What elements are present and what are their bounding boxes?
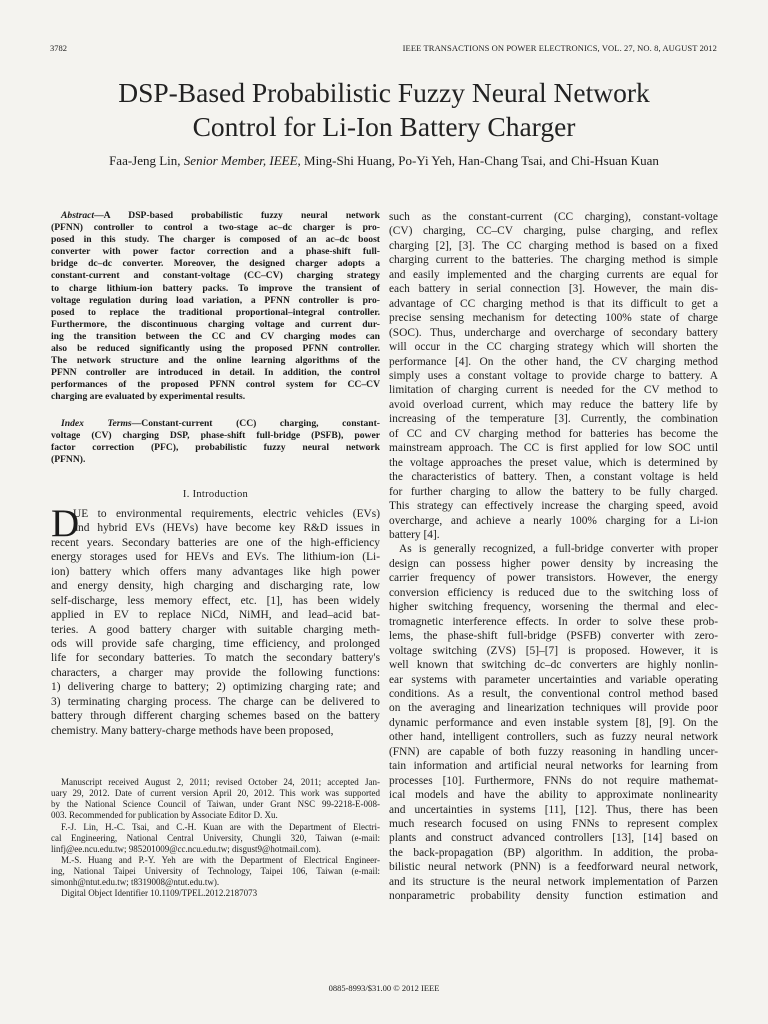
abstract-line: posed to replace the traditional proportional–integral controller. bbox=[51, 306, 380, 318]
text-line: ical models and have the ability to approximate nonlinearity bbox=[389, 789, 718, 802]
text-line: applied in EV to replace NiCd, NiMH, and lead–acid bat- bbox=[51, 609, 380, 622]
footnote-line: M.-S. Huang and P.-Y. Yeh are with the Department of Electrical Engineer- bbox=[61, 854, 380, 865]
text-line: the back-propagation (BP) algorithm. In addition, the proba- bbox=[389, 846, 718, 859]
text-line: life for secondary batteries. To match the secondary battery's bbox=[51, 652, 380, 665]
text-line: for further charging to allow the battery to be fully charged. bbox=[389, 485, 718, 498]
text-line: avoid overload current, which may reduce the battery life by bbox=[389, 398, 718, 411]
text-line: recent years. Secondary batteries are one of the high-efficiency bbox=[51, 536, 380, 549]
text-line: tain information and artificial neural networks for learning from bbox=[389, 760, 718, 773]
text-line: 1) delivering charge to battery; 2) optimizing charging rate; and bbox=[51, 681, 380, 694]
text-line: nonparametric probability density function estimation and bbox=[389, 890, 718, 903]
right-paragraph-1 bbox=[389, 210, 718, 542]
text-line: chemistry. Many battery-charge methods have been proposed, bbox=[51, 724, 334, 737]
text-line: performance [4]. On the other hand, the CV charging method bbox=[389, 355, 718, 368]
text-line: energy storages used for HEVs and EVs. The lithium-ion (Li- bbox=[51, 551, 380, 564]
footnote-line: by the National Science Council of Taiwan, under Grant NSC 99-2218-E-008- bbox=[51, 799, 380, 810]
footnote-line: cal Engineering, National Central University, Chungli 320, Taiwan (e-mail: bbox=[51, 832, 380, 843]
text-line: (FNN) are capable of both fuzzy reasoning in handling uncer- bbox=[389, 745, 718, 758]
text-line: each battery in serial connection [3]. However, the main dis- bbox=[389, 283, 718, 296]
text-line: well known that switching dc–dc converters are highly nonlin- bbox=[389, 659, 718, 672]
text-line: such as the constant-current (CC charging), constant-voltage bbox=[389, 211, 718, 223]
abstract-body bbox=[51, 222, 380, 403]
text-line: tromagnetic interference effects. In order to solve these prob- bbox=[389, 615, 718, 628]
text-line: increasing of the temperature [3]. Currently, the combination bbox=[389, 413, 718, 426]
footnotes bbox=[51, 777, 380, 899]
text-line: design can possess higher power density by increasing the bbox=[389, 557, 718, 570]
text-line: processes [10]. Furthermore, FNNs do not require mathemat- bbox=[389, 774, 718, 787]
text-line: conversion efficiency is reduced due to the switching loss of bbox=[389, 586, 718, 599]
index-terms-line: factor correction (PFC), probabilistic fuzzy neural network bbox=[51, 441, 380, 453]
abstract bbox=[51, 210, 380, 404]
text-line: ods will provide safe charging, time efficiency, and prolonged bbox=[51, 637, 380, 650]
text-line: and its structure is the neural network implementation of Parzen bbox=[389, 875, 718, 888]
text-line: precise sensing mechanism for detecting 100% state of charge bbox=[389, 312, 718, 325]
introduction-body bbox=[51, 536, 380, 738]
authors-first: Faa-Jeng Lin, bbox=[109, 153, 184, 168]
text-line: (CV) charging, CC–CV charging, pulse charging, and reflex bbox=[389, 225, 718, 238]
left-column bbox=[51, 210, 380, 899]
abstract-line: ing the transition between the CC and CV charging modes can bbox=[51, 330, 380, 342]
index-terms-line: voltage (CV) charging DSP, phase-shift full-bridge (PSFB), power bbox=[51, 429, 380, 441]
text-line: the characteristics of battery. Then, a constant voltage is held bbox=[389, 471, 718, 484]
section-heading-introduction: I. Introduction bbox=[182, 488, 249, 500]
abstract-line: voltage regulation during load variation, a PFNN controller is pro- bbox=[51, 294, 380, 306]
text-line: conditions. As a result, the conventional control method based bbox=[389, 687, 718, 700]
text-line: (SOC). Thus, undercharge and overcharge of secondary battery bbox=[389, 326, 718, 339]
abstract-line: to charge lithium-ion battery packs. To improve the transient of bbox=[51, 282, 380, 294]
abstract-line: bridge dc–dc converter. Moreover, the designed charger adopts a bbox=[51, 258, 380, 270]
text-line: ear systems with parameter uncertainties and variable operating bbox=[389, 673, 718, 686]
text-line: overcharge, and achieve a nearly 100% charging for a Li-ion bbox=[389, 514, 718, 527]
copyright-footer: 0885-8993/$31.00 © 2012 IEEE bbox=[328, 983, 440, 993]
authors-rest: , Ming-Shi Huang, Po-Yi Yeh, Han-Chang Tsai, and Chi-Hsuan Kuan bbox=[297, 153, 659, 168]
text-line: other hand, intelligent controllers, such as fuzzy neural network bbox=[389, 731, 718, 744]
right-paragraph-2 bbox=[389, 542, 718, 903]
introduction-text bbox=[51, 501, 380, 738]
footnote-line: 003. Recommended for publication by Associate Editor D. Xu. bbox=[51, 810, 278, 821]
journal-header: IEEE TRANSACTIONS ON POWER ELECTRONICS, VOL. 27, NO. 8, AUGUST 2012 bbox=[402, 43, 717, 53]
index-terms-label: Index Terms bbox=[61, 417, 132, 429]
text-line: simply uses a constant voltage to provide charge to battery. A bbox=[389, 369, 718, 382]
right-column bbox=[389, 210, 718, 904]
index-terms-line: (PFNN). bbox=[51, 453, 86, 465]
text-line: 3) terminating charging process. The charge can be delivered to bbox=[51, 695, 380, 708]
footnote-line: ing, National Taipei University of Technology, Taipei 106, Taiwan (e-mail: bbox=[51, 865, 380, 876]
text-line: self-discharge, less memory effect, etc. [1], has been widely bbox=[51, 594, 380, 607]
text-line: ion) battery which offers many advantages like high power bbox=[51, 565, 380, 578]
text-line: charging current to the batteries. The charging method is simple bbox=[389, 254, 718, 267]
abstract-line: converter with power factor correction and a phase-shift full- bbox=[51, 246, 380, 258]
abstract-line: PFNN controller are introduced in detail. In addition, the control bbox=[51, 367, 380, 379]
text-line: on the averaging and linearization techniques will provide poor bbox=[389, 702, 718, 715]
text-line: characters, a charger may provide the following functions: bbox=[51, 666, 380, 679]
text-line: dynamic performance and even instable system [8], [9]. On the bbox=[389, 716, 718, 729]
abstract-line: performances of the proposed PFNN control system for CC–CV bbox=[51, 379, 380, 391]
text-line: advantage of CC charging method is that its difficult to get a bbox=[389, 297, 718, 310]
index-terms-body bbox=[51, 430, 380, 466]
abstract-line: Abstract—A DSP-based probabilistic fuzzy neural network bbox=[61, 210, 380, 221]
text-line: This strategy can effectively increase the charging speed, avoid bbox=[389, 500, 718, 513]
text-line: limitation of charging current is needed for the CV method to bbox=[389, 384, 718, 397]
paper-title bbox=[40, 76, 728, 144]
text-line: and energy density, high charging and discharging rate, low bbox=[51, 580, 380, 593]
text-line: mainstream approach. The CC is first applied for low SOC until bbox=[389, 442, 718, 455]
text-line: lems, the phase-shift full-bridge (PSFB) converter with zero- bbox=[389, 630, 718, 643]
footnote-line: simonh@ntut.edu.tw; t8319008@ntut.edu.tw). bbox=[51, 876, 220, 887]
text-line: charging [2], [3]. The CC charging method is based on a fixed bbox=[389, 239, 718, 252]
index-terms-line: Index Terms—Constant-current (CC) charging, constant- bbox=[61, 417, 380, 429]
footnote-line: linfj@ee.ncu.edu.tw; 985201009@cc.ncu.edu.tw; disgust9@hotmail.com). bbox=[51, 843, 321, 854]
text-line: and easily implemented and the charging currents are equal for bbox=[389, 268, 718, 281]
text-line: plants and construct advanced controllers [13], [14] based on bbox=[389, 832, 718, 845]
abstract-line: charging are evaluated by experimental results. bbox=[51, 391, 246, 403]
author-list bbox=[40, 153, 728, 169]
text-line: the voltage approaches the preset value, which is determined by bbox=[389, 456, 718, 469]
text-line: of CC and CV charging method for batteries has become the bbox=[389, 427, 718, 440]
abstract-line: posed in this study. The charger is composed of an ac–dc boost bbox=[51, 234, 380, 246]
footnote-line: uary 29, 2012. Date of current version April 20, 2012. This work was supported bbox=[51, 788, 380, 799]
text-line: and uncertainties in systems [11], [12]. Thus, there has been bbox=[389, 803, 718, 816]
text-line: bilistic neural network (PNN) is a feedforward neural network, bbox=[389, 861, 718, 874]
text-line: much research focused on using FNNs to represent complex bbox=[389, 818, 718, 831]
index-terms bbox=[51, 418, 380, 466]
text-line: As is generally recognized, a full-bridge converter with proper bbox=[399, 543, 718, 556]
author-membership: Senior Member, IEEE bbox=[183, 153, 298, 168]
text-line: UE to environmental requirements, electric vehicles (EVs) bbox=[73, 507, 380, 520]
text-line: carrier frequency of power transistors. However, the energy bbox=[389, 572, 718, 585]
text-line: and hybrid EVs (HEVs) have become key R&D issues in bbox=[73, 522, 380, 535]
page-number: 3782 bbox=[50, 43, 67, 53]
text-line: higher switching frequency, worsening the thermal and elec- bbox=[389, 601, 718, 614]
footnote-line: F.-J. Lin, H.-C. Tsai, and C.-H. Kuan are with the Department of Electri- bbox=[61, 821, 380, 832]
abstract-label: Abstract bbox=[61, 210, 95, 221]
abstract-line: The network structure and the online learning algorithms of the bbox=[51, 355, 380, 367]
abstract-line: Furthermore, the discontinuous charging voltage and current dur- bbox=[51, 318, 380, 330]
abstract-line: (PFNN) controller to control a two-stage ac–dc charger is pro- bbox=[51, 222, 380, 234]
footnote-line: Manuscript received August 2, 2011; revised October 24, 2011; accepted Jan- bbox=[61, 777, 380, 788]
text-line: voltage switching (ZVS) [5]–[7] is proposed. However, it is bbox=[389, 644, 718, 657]
text-line: battery through different charging schemes based on the battery bbox=[51, 710, 380, 723]
text-line: battery [4]. bbox=[389, 528, 440, 541]
footnote-line: Digital Object Identifier 10.1109/TPEL.2012.2187073 bbox=[61, 888, 258, 899]
abstract-line: also be reduced significantly using the proposed PFNN controller. bbox=[51, 343, 380, 355]
title-line: DSP-Based Probabilistic Fuzzy Neural Network bbox=[118, 77, 650, 108]
text-line: teries. A good battery charger with suitable charging meth- bbox=[51, 623, 380, 636]
title-line: Control for Li-Ion Battery Charger bbox=[192, 111, 576, 142]
text-line: will occur in the CC charging strategy which will shorten the bbox=[389, 341, 718, 354]
dropcap-letter: D bbox=[51, 501, 80, 545]
abstract-line: constant-current and constant-voltage (CC–CV) charging strategy bbox=[51, 270, 380, 282]
